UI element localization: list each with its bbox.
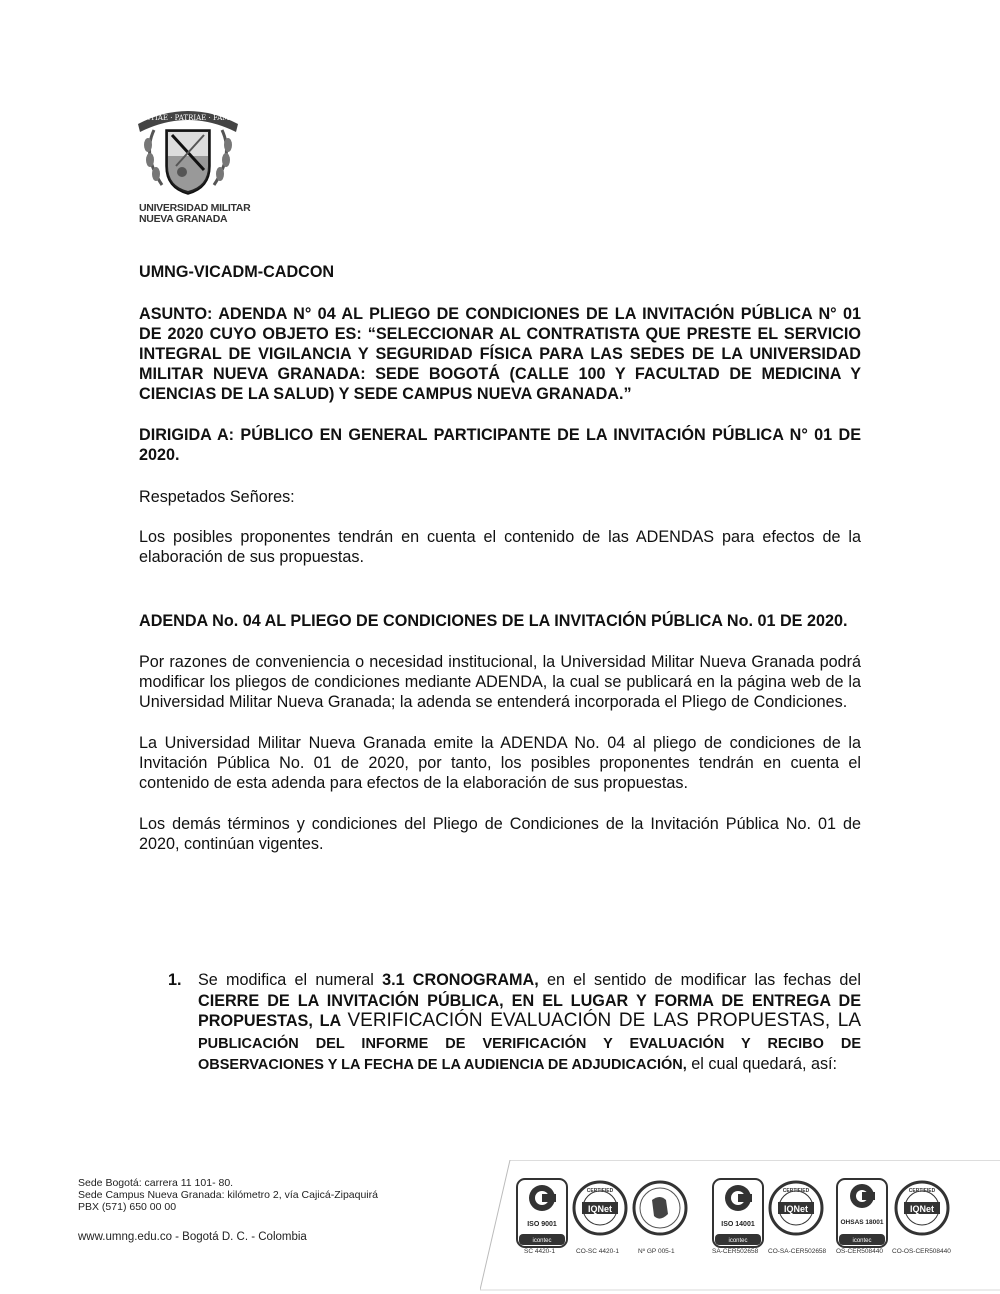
list-item-text: Se modifica el numeral 3.1 CRONOGRAMA, en el sentido de modificar las fechas del CIERRE DE LA INVITACIÓN PÚBLICA, EN EL LUGAR Y FORMA DE ENTREGA DE PROPUESTAS, LA VERIFICACIÓN EVALUACIÓN DE LAS PROPUESTAS, LA PUBLICACIÓN DEL INFORME DE VERIFICACIÓN Y EVALUACIÓN Y RECIBO DE OBSERVACIONES Y LA FECHA DE LA AUDIENCIA DE ADJUDICACIÓN, el cual quedará, así: bbox=[198, 971, 861, 1073]
paragraph-1: Por razones de conveniencia o necesidad institucional, la Universidad Militar Nueva Granada podrá modificar los pliegos de condiciones mediante ADENDA, la cual se publicará en la página web de la Universidad Militar Nueva Granada; la adenda se entenderá incorporada el Pliego de Condiciones. bbox=[139, 653, 861, 711]
paragraph-2: La Universidad Militar Nueva Granada emite la ADENDA No. 04 al pliego de condiciones de la Invitación Pública No. 01 de 2020, por tanto, los posibles proponentes tendrán en cuenta el contenido de esta adenda para efectos de la elaboración de sus propuestas. bbox=[139, 734, 861, 792]
list-item-number: 1. bbox=[168, 971, 182, 989]
svg-text:SCIENTIAE · PATRIAE · FAMILIAE: SCIENTIAE · PATRIAE · FAMILIAE bbox=[132, 114, 244, 122]
cert-code: SA-CER502658 bbox=[712, 1248, 759, 1255]
cert-code: SC 4420-1 bbox=[524, 1248, 556, 1255]
svg-text:CERTIFIED: CERTIFIED bbox=[586, 1188, 614, 1194]
svg-text:CERTIFIED: CERTIFIED bbox=[908, 1188, 936, 1194]
document-reference: UMNG-VICADM-CADCON bbox=[139, 263, 335, 281]
iqnet-seal-icon bbox=[768, 1178, 820, 1253]
svg-text:icontec: icontec bbox=[728, 1238, 748, 1244]
iso-14001-seal-icon bbox=[712, 1178, 764, 1253]
document-body bbox=[139, 262, 861, 854]
iqnet-seal-icon bbox=[572, 1178, 624, 1253]
footer-website: www.umng.edu.co - Bogotá D. C. - Colombia bbox=[78, 1231, 307, 1243]
svg-text:OHSAS 18001: OHSAS 18001 bbox=[840, 1219, 884, 1226]
cert-code: CO-OS-CER508440 bbox=[892, 1248, 951, 1255]
svg-text:CERTIFIED: CERTIFIED bbox=[782, 1188, 810, 1194]
adenda-title: ADENDA No. 04 AL PLIEGO DE CONDICIONES DE LA INVITACIÓN PÚBLICA No. 01 DE 2020. bbox=[139, 612, 848, 630]
cert-code: Nº GP 005-1 bbox=[638, 1248, 675, 1255]
svg-text:icontec: icontec bbox=[852, 1238, 872, 1244]
svg-text:ISO 9001: ISO 9001 bbox=[527, 1221, 557, 1228]
greeting: Respetados Señores: bbox=[139, 488, 295, 506]
iso-9001-seal-icon bbox=[516, 1178, 568, 1253]
institution-name: UNIVERSIDAD MILITAR NUEVA GRANADA bbox=[139, 202, 251, 225]
svg-text:IQNet: IQNet bbox=[783, 1204, 809, 1214]
iqnet-seal-icon bbox=[894, 1178, 946, 1253]
footer-address: Sede Bogotá: carrera 11 101- 80. Sede Campus Nueva Granada: kilómetro 2, vía Cajicá-Zipaquirá PBX (571) 650 00 00 bbox=[78, 1177, 378, 1213]
svg-text:icontec: icontec bbox=[532, 1238, 552, 1244]
list-item bbox=[168, 970, 861, 1076]
cert-code: CO-SC 4420-1 bbox=[576, 1248, 619, 1255]
intro-paragraph: Los posibles proponentes tendrán en cuenta el contenido de las ADENDAS para efectos de la elaboración de sus propuestas. bbox=[139, 528, 861, 566]
cert-code: OS-CER508440 bbox=[836, 1248, 883, 1255]
svg-text:ISO 14001: ISO 14001 bbox=[721, 1221, 755, 1228]
document-subject: ASUNTO: ADENDA N° 04 AL PLIEGO DE CONDICIONES DE LA INVITACIÓN PÚBLICA N° 01 DE 2020 CUYO OBJETO ES: “SELECCIONAR AL CONTRATISTA QUE PRESTE EL SERVICIO INTEGRAL DE VIGILANCIA Y SEGURIDAD FÍSICA PARA LAS SEDES DE LA UNIVERSIDAD MILITAR NUEVA GRANADA: SEDE BOGOTÁ (CALLE 100 Y FACULTAD DE MEDICINA Y CIENCIAS DE LA SALUD) Y SEDE CAMPUS NUEVA GRANADA.” bbox=[139, 305, 861, 403]
ohsas-18001-seal-icon bbox=[836, 1178, 888, 1253]
gp-seal-icon bbox=[632, 1178, 684, 1253]
cert-code: CO-SA-CER502658 bbox=[768, 1248, 827, 1255]
certification-logos bbox=[480, 1160, 1000, 1294]
svg-text:IQNet: IQNet bbox=[587, 1204, 613, 1214]
svg-text:IQNet: IQNet bbox=[909, 1204, 935, 1214]
document-addressee: DIRIGIDA A: PÚBLICO EN GENERAL PARTICIPANTE DE LA INVITACIÓN PÚBLICA N° 01 DE 2020. bbox=[139, 426, 861, 464]
paragraph-3: Los demás términos y condiciones del Pliego de Condiciones de la Invitación Pública No. 01 de 2020, continúan vigentes. bbox=[139, 815, 861, 853]
